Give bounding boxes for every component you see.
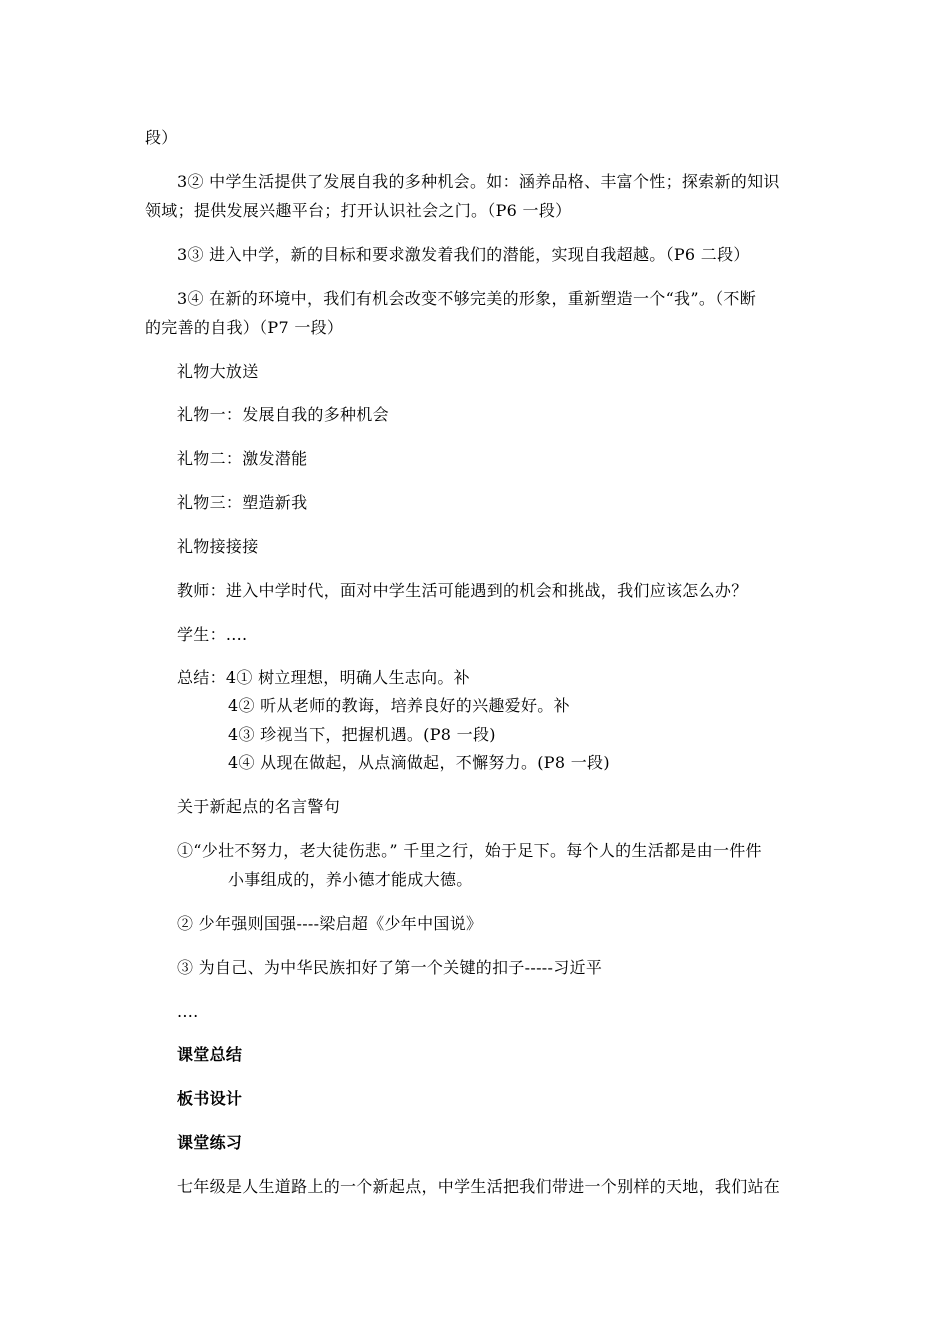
- section-heading-bold: 课堂总结: [177, 1045, 243, 1064]
- paragraph-line: 3② 中学生活提供了发展自我的多种机会。如：涵养品格、丰富个性；探索新的知识: [177, 172, 780, 191]
- quote-line: ② 少年强则国强----梁启超《少年中国说》: [177, 914, 483, 933]
- quote-line: ①“少壮不努力，老大徒伤悲。” 千里之行，始于足下。每个人的生活都是由一件件: [177, 841, 762, 860]
- quote-line: ③ 为自己、为中华民族扣好了第一个关键的扣子-----习近平: [177, 958, 603, 977]
- paragraph-line: 学生：....: [177, 625, 248, 644]
- summary-line: 总结：4① 树立理想，明确人生志向。补: [177, 668, 470, 687]
- paragraph-line: 教师：进入中学时代，面对中学生活可能遇到的机会和挑战，我们应该怎么办？: [177, 581, 748, 600]
- section-heading: 礼物接接接: [177, 537, 259, 556]
- paragraph-line: 领域；提供发展兴趣平台；打开认识社会之门。（P6 一段）: [145, 201, 572, 220]
- summary-line: 4④ 从现在做起，从点滴做起，不懈努力。(P8 一段): [228, 753, 610, 772]
- list-item: 礼物一：发展自我的多种机会: [177, 405, 389, 424]
- summary-line: 4③ 珍视当下，把握机遇。(P8 一段): [228, 725, 496, 744]
- paragraph-line: 段）: [145, 128, 178, 147]
- section-heading-bold: 课堂练习: [177, 1133, 243, 1152]
- list-item: 礼物三：塑造新我: [177, 493, 308, 512]
- paragraph-line: 3③ 进入中学，新的目标和要求激发着我们的潜能，实现自我超越。（P6 二段）: [177, 245, 750, 264]
- section-heading: 关于新起点的名言警句: [177, 797, 341, 816]
- section-heading-bold: 板书设计: [177, 1089, 243, 1108]
- list-item: 礼物二：激发潜能: [177, 449, 308, 468]
- summary-line: 4② 听从老师的教诲，培养良好的兴趣爱好。补: [228, 696, 570, 715]
- paragraph-line: 七年级是人生道路上的一个新起点，中学生活把我们带进一个别样的天地，我们站在: [177, 1177, 781, 1196]
- section-heading: 礼物大放送: [177, 362, 259, 381]
- quote-line: 小事组成的，养小德才能成大德。: [228, 870, 473, 889]
- paragraph-line: ....: [177, 1002, 199, 1021]
- paragraph-line: 的完善的自我）（P7 一段）: [145, 318, 344, 337]
- paragraph-line: 3④ 在新的环境中，我们有机会改变不够完美的形象，重新塑造一个“我”。（不断: [177, 289, 757, 308]
